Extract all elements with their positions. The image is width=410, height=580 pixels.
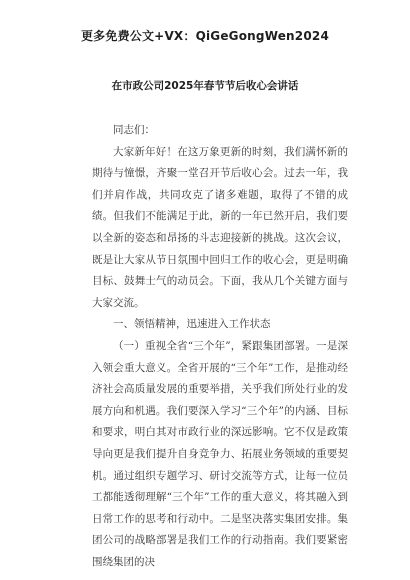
document-body [92, 120, 348, 573]
section-paragraph: （一）重视全省“三个年”，紧跟集团部署。一是深入领会重大意义。全省开展的“三个年”工作，是推动经济社会高质量发展的重要举措，关乎我们所处行业的发展方向和机遇。我们要深入学习“三个年”的内涵、目标和要求，明白其对市政行业的深远影响。它不仅是政策导向更是我们提升自身竞争力、拓展业务领域的重要契机。通过组织专题学习、研讨交流等方式，让每一位员工都能透彻理解“三个年”工作的重大意义，将其融入到日常工作的思考和行动中。二是坚决落实集团安排。集团公司的战略部署是我们工作的行动指南。我们要紧密围绕集团的决 [92, 339, 348, 568]
section-heading: 一、领悟精神，迅速进入工作状态 [113, 318, 271, 331]
intro-paragraph: 大家新年好！在这万象更新的时刻，我们满怀新的期待与憧憬，齐聚一堂召开节后收心会。过去一年，我们并肩作战，共同攻克了诸多难题，取得了不错的成绩。但我们不能满足于此，新的一年已然开启，我们要以全新的姿态和昂扬的斗志迎接新的挑战。这次会议，既是让大家从节日氛围中回归工作的收心会，更是明确目标、鼓舞士气的动员会。下面，我从几个关键方面与大家交流。 [92, 145, 348, 309]
page-header-watermark: 更多免费公文+VX：QiGeGongWen2024 [80, 29, 329, 43]
document-title: 在市政公司2025年春节节后收心会讲话 [111, 80, 299, 92]
salutation: 同志们： [113, 124, 155, 136]
